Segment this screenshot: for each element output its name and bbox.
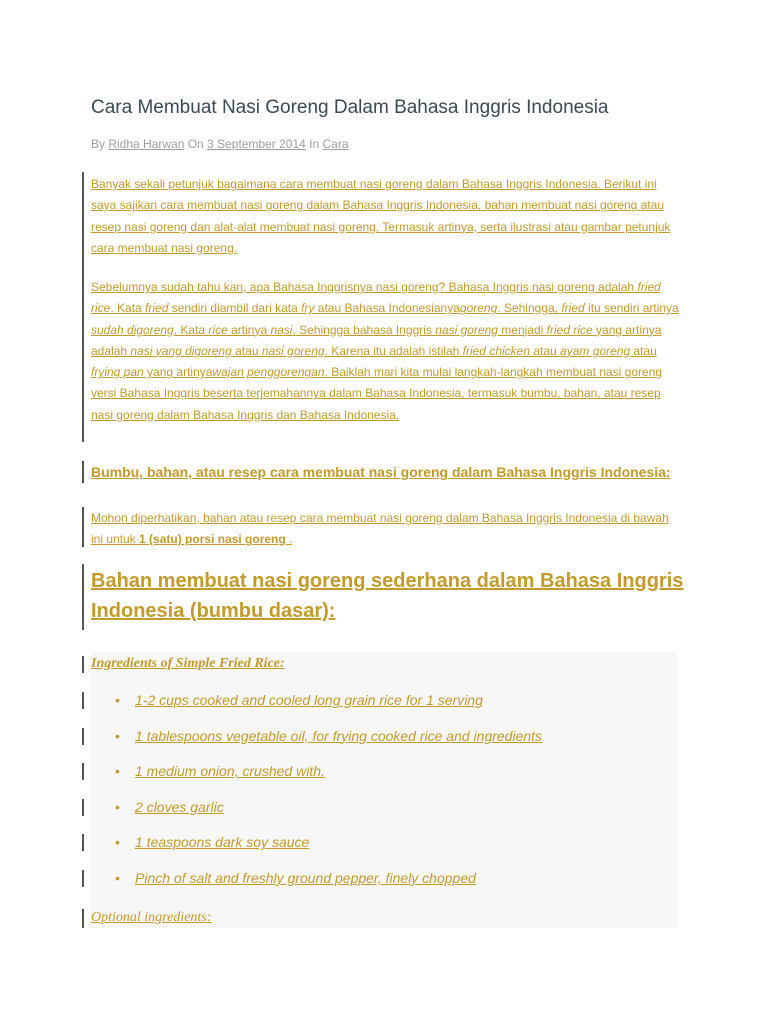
para-em: fry (301, 301, 315, 316)
ingredient-text[interactable]: 1 medium onion, crushed with. (135, 763, 325, 780)
para-em: fried rice (546, 322, 593, 337)
page-title: Cara Membuat Nasi Goreng Dalam Bahasa Inggris Indonesia (91, 97, 609, 118)
para-text: artinya (227, 322, 271, 337)
ingredient-item[interactable] (115, 862, 542, 898)
bullet-icon: • (115, 692, 120, 708)
para-text: yang artinya (143, 365, 213, 380)
post-meta (91, 137, 349, 151)
quote-bar (82, 728, 84, 745)
para-text: . Kata (110, 301, 146, 316)
bullet-icon: • (115, 727, 120, 744)
quote-bar (82, 763, 84, 780)
note-bold: 1 (satu) porsi nasi goreng (139, 532, 286, 547)
category-link[interactable]: Cara (322, 137, 349, 151)
para-text: sendiri diambil dari kata (168, 301, 302, 316)
para-em: wajan penggorengan (212, 365, 325, 380)
explanation-paragraph[interactable] (91, 277, 681, 426)
bullet-icon: • (115, 763, 120, 780)
author-link[interactable]: Ridha Harwan (108, 137, 185, 151)
para-em: fried chicken (462, 343, 531, 358)
bullet-icon: • (115, 834, 120, 851)
para-em: nasi yang digoreng (130, 343, 232, 358)
ingredient-item[interactable] (115, 791, 542, 827)
para-em: ayam goreng (560, 343, 631, 358)
para-em: goreng (459, 301, 498, 316)
recipe-subheading[interactable]: Bumbu, bahan, atau resep cara membuat nasi goreng dalam Bahasa Inggris Indonesia: (91, 464, 671, 480)
note-text: Mohon diperhatikan, bahan atau resep cara membuat nasi goreng dalam Bahasa Inggris Indonesia di bawah ini untuk (91, 511, 669, 547)
ingredient-text[interactable]: 1 teaspoons dark soy sauce (135, 834, 310, 851)
ingredient-text[interactable]: Pinch of salt and freshly ground pepper, finely chopped (135, 869, 476, 886)
ingredient-item[interactable] (115, 684, 542, 720)
ingredients-list (115, 684, 542, 898)
para-text: . Sehingga bahasa Inggris (292, 322, 436, 337)
intro-paragraph[interactable]: Banyak sekali petunjuk bagaimana cara membuat nasi goreng dalam Bahasa Inggris Indonesia. Berikut ini saya sajikan cara membuat nasi goreng dalam Bahasa Inggris Indonesia, bahan membuat nasi goreng atau resep nasi goreng dan alat-alat membuat nasi goreng. Termasuk artinya, serta ilustrasi atau gambar petunjuk cara membuat nasi goreng. (91, 177, 671, 255)
quote-bar (82, 834, 84, 851)
para-text: yang artinya adalah (91, 322, 662, 358)
para-em: fried (145, 301, 169, 316)
para-em: rice (208, 322, 228, 337)
bullet-icon: • (115, 869, 120, 886)
para-em: fried rice (91, 280, 661, 316)
quote-bar (82, 870, 84, 887)
quote-bar (82, 507, 84, 547)
optional-ingredients-heading[interactable]: Optional ingredients: (91, 910, 212, 925)
para-text: Sebelumnya sudah tahu kan, apa Bahasa Inggrisnya nasi goreng? Bahasa Inggris nasi goreng adalah (91, 280, 638, 294)
ingredient-text[interactable]: 1 tablespoons vegetable oil, for frying cooked rice and ingredients (135, 727, 543, 744)
para-text: atau (231, 343, 262, 358)
quote-bar (82, 799, 84, 816)
quote-bar (82, 692, 84, 709)
meta-by-label: By (91, 137, 109, 151)
ingredient-text[interactable]: 2 cloves garlic (135, 798, 224, 815)
ingredient-text[interactable]: 1-2 cups cooked and cooled long grain rice for 1 serving (135, 692, 483, 708)
meta-in-label: In (305, 137, 323, 151)
note-end: . (285, 532, 293, 547)
quote-bar (82, 461, 84, 483)
para-text: itu sendiri artinya (584, 301, 679, 316)
para-em: nasi goreng (261, 343, 325, 358)
meta-on-label: On (184, 137, 208, 151)
portion-note[interactable] (91, 508, 681, 551)
para-em: nasi goreng (435, 322, 498, 337)
para-em: fried (561, 301, 585, 316)
date-link[interactable]: 3 September 2014 (207, 137, 306, 151)
bullet-icon: • (115, 798, 120, 815)
para-text: . Kata (173, 322, 209, 337)
ingredient-item[interactable] (115, 755, 542, 791)
ingredients-heading[interactable]: Ingredients of Simple Fried Rice: (91, 656, 285, 671)
section-heading[interactable]: Bahan membuat nasi goreng sederhana dalam Bahasa Inggris Indonesia (bumbu dasar): (91, 570, 684, 622)
para-text: . Sehingga, (497, 301, 562, 316)
ingredient-item[interactable] (115, 720, 542, 756)
para-text: atau Bahasa Indonesianya (314, 301, 460, 316)
para-text: . Karena itu adalah istilah (324, 343, 463, 358)
quote-bar (82, 909, 84, 928)
para-em: frying pan (91, 365, 144, 380)
para-em: nasi (270, 322, 293, 337)
para-text: atau (530, 343, 561, 358)
quote-bar (82, 564, 84, 630)
para-text: menjadi (497, 322, 547, 337)
ingredient-item[interactable] (115, 826, 542, 862)
quote-bar (82, 656, 84, 673)
para-text: . Baiklah mari kita mulai langkah-langkah membuat nasi goreng versi Bahasa Inggris beserta terjemahannya dalam Bahasa Indonesia, termasuk bumbu, bahan, atau resep nasi goreng dalam Bahasa Inggris dan Bahasa Indonesia. (91, 365, 663, 422)
quote-bar (82, 172, 84, 442)
para-em: sudah digoreng (91, 322, 174, 337)
para-text: atau (630, 343, 657, 358)
